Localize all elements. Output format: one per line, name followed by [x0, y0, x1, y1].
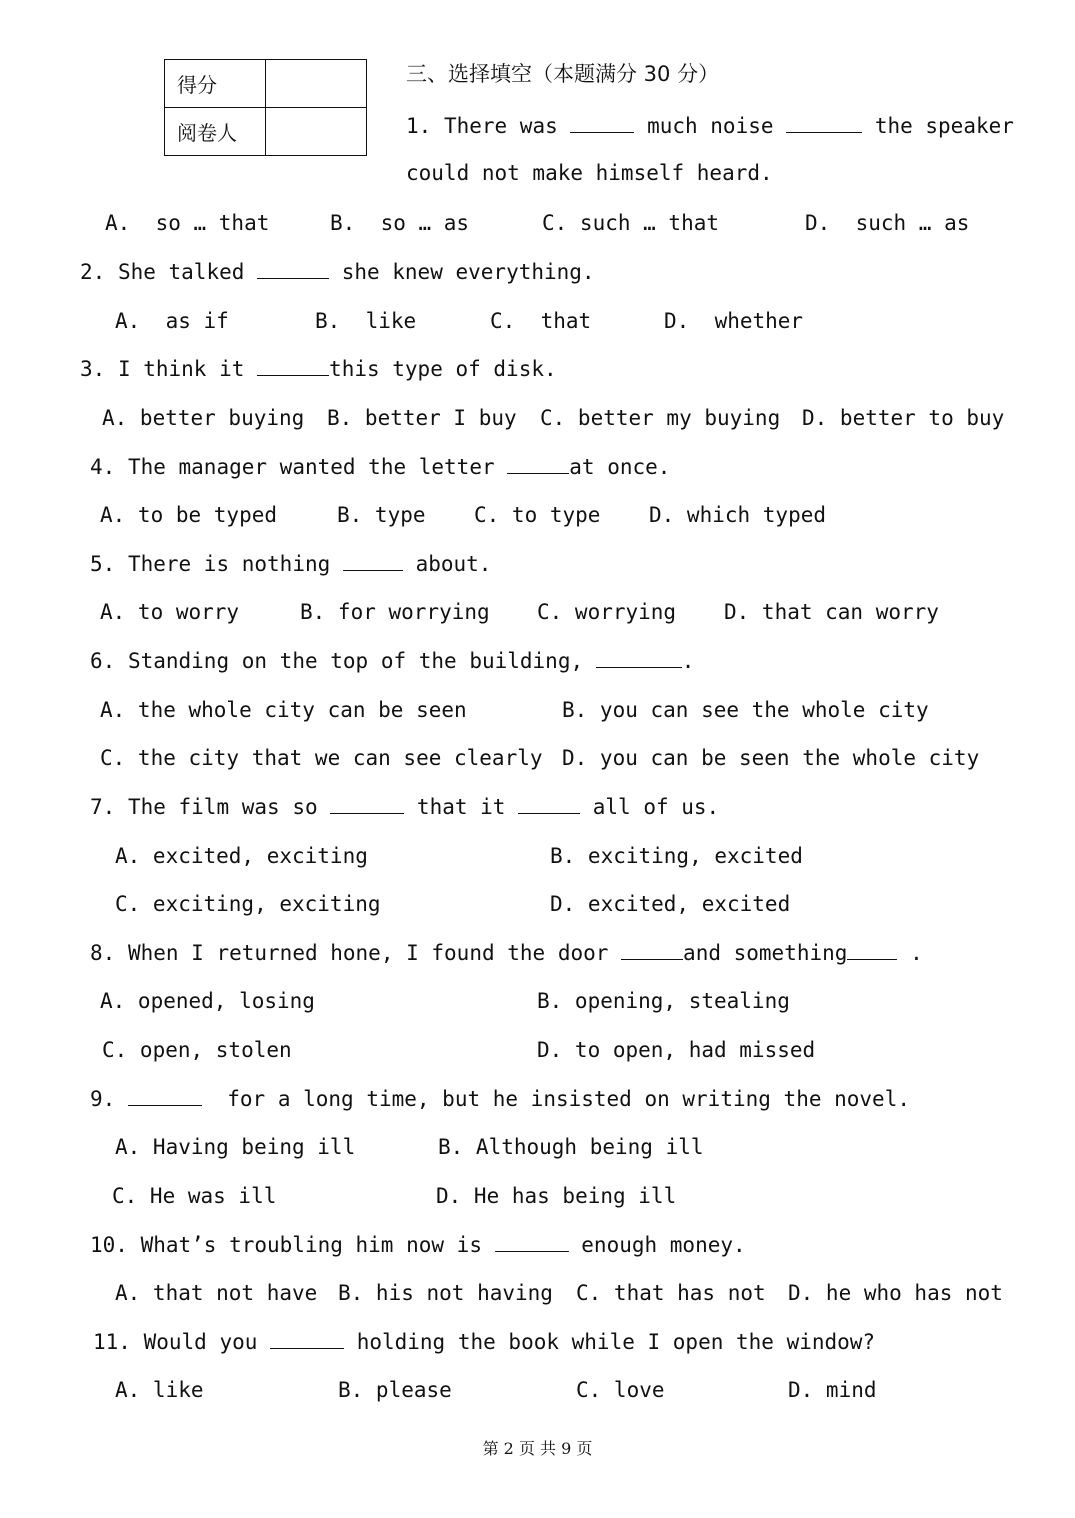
answer-blank[interactable] [343, 552, 403, 571]
q-text: There is nothing [127, 552, 331, 576]
option-c[interactable]: C. that has not [576, 1281, 766, 1305]
option-d[interactable]: D. which typed [649, 503, 827, 527]
q-text: The film was so [127, 795, 318, 819]
option-d[interactable]: D. better to buy [802, 406, 1005, 430]
grader-value[interactable] [266, 108, 367, 156]
option-d[interactable]: D. excited, excited [550, 892, 791, 916]
q-num: 5. [90, 552, 116, 576]
option-a[interactable]: A. to worry [100, 600, 240, 624]
q-text: this type of disk. [329, 357, 557, 381]
q-text: The manager wanted the letter [127, 455, 495, 479]
q-num: 4. [90, 455, 116, 479]
q-num: 6. [90, 649, 116, 673]
option-d[interactable]: D. he who has not [788, 1281, 1003, 1305]
option-a[interactable]: A. that not have [115, 1281, 318, 1305]
q-text: and something [683, 941, 848, 965]
option-c[interactable]: C. exciting, exciting [115, 892, 381, 916]
q-text: I think it [117, 357, 245, 381]
question-7 [90, 795, 719, 818]
option-c[interactable]: C. worrying [537, 600, 677, 624]
q-text: about. [415, 552, 492, 576]
option-b[interactable]: B. Although being ill [438, 1135, 704, 1159]
option-a[interactable]: A. to be typed [100, 503, 278, 527]
q-num: 3. [80, 357, 106, 381]
answer-blank[interactable] [570, 114, 634, 133]
q-text: for a long time, but he insisted on writing the novel. [227, 1087, 910, 1111]
answer-blank[interactable] [621, 941, 683, 960]
answer-blank[interactable] [847, 941, 897, 960]
option-c[interactable]: C. the city that we can see clearly [100, 746, 543, 770]
question-1-cont: could not make himself heard. [406, 161, 773, 185]
score-row [165, 60, 367, 108]
option-b[interactable]: B. you can see the whole city [562, 698, 929, 722]
option-b[interactable]: B. type [337, 503, 426, 527]
q-text: the speaker [874, 114, 1014, 138]
question-3 [80, 357, 557, 380]
q-text: . [681, 649, 695, 673]
question-5 [90, 552, 491, 575]
option-d[interactable]: D. to open, had missed [537, 1038, 816, 1062]
option-a[interactable]: A. as if [115, 309, 229, 333]
page-footer: 第 2 页 共 9 页 [482, 1439, 593, 1458]
grader-label: 阅卷人 [165, 108, 266, 156]
q-num: 9. [90, 1087, 116, 1111]
option-b[interactable]: B. so … as [330, 211, 470, 235]
option-d[interactable]: D. you can be seen the whole city [562, 746, 980, 770]
q-text: Standing on the top of the building, [127, 649, 584, 673]
score-table [164, 59, 367, 156]
option-a[interactable]: A. the whole city can be seen [100, 698, 467, 722]
q-text: . [910, 941, 923, 965]
q-text: she knew everything. [341, 260, 595, 284]
question-2 [80, 260, 595, 283]
option-a[interactable]: A. Having being ill [115, 1135, 356, 1159]
q-text: What’s troubling him now is [140, 1233, 482, 1257]
score-label: 得分 [165, 60, 266, 108]
q-num: 1. [406, 114, 432, 138]
option-c[interactable]: C. love [576, 1378, 665, 1402]
answer-blank[interactable] [257, 357, 329, 376]
answer-blank[interactable] [507, 455, 569, 474]
option-a[interactable]: A. opened, losing [100, 989, 315, 1013]
option-c[interactable]: C. He was ill [112, 1184, 277, 1208]
question-9 [90, 1087, 910, 1110]
answer-blank[interactable] [518, 795, 580, 814]
option-b[interactable]: B. better I buy [327, 406, 517, 430]
section-title: 三、选择填空（本题满分 30 分） [406, 62, 720, 86]
q-text: at once. [569, 455, 671, 479]
option-d[interactable]: D. whether [664, 309, 804, 333]
q-num: 10. [90, 1233, 128, 1257]
q-text: enough money. [581, 1233, 746, 1257]
q-text: much noise [647, 114, 774, 138]
option-d[interactable]: D. that can worry [724, 600, 939, 624]
option-d[interactable]: D. mind [788, 1378, 877, 1402]
answer-blank[interactable] [596, 649, 682, 668]
score-value[interactable] [266, 60, 367, 108]
question-8 [90, 941, 923, 964]
option-a[interactable]: A. better buying [102, 406, 305, 430]
q-num: 8. [90, 941, 116, 965]
answer-blank[interactable] [786, 114, 862, 133]
option-d[interactable]: D. He has being ill [436, 1184, 677, 1208]
answer-blank[interactable] [270, 1330, 344, 1349]
question-11 [93, 1330, 875, 1353]
question-10 [90, 1233, 746, 1256]
question-4 [90, 455, 670, 478]
option-a[interactable]: A. like [115, 1378, 204, 1402]
option-a[interactable]: A. excited, exciting [115, 844, 368, 868]
option-c[interactable]: C. such … that [542, 211, 720, 235]
option-b[interactable]: B. opening, stealing [537, 989, 790, 1013]
option-b[interactable]: B. for worrying [300, 600, 490, 624]
option-b[interactable]: B. exciting, excited [550, 844, 803, 868]
question-1 [406, 114, 1014, 137]
q-text: She talked [117, 260, 245, 284]
option-b[interactable]: B. like [315, 309, 417, 333]
answer-blank[interactable] [330, 795, 404, 814]
option-c[interactable]: C. that [490, 309, 592, 333]
option-d[interactable]: D. such … as [805, 211, 970, 235]
q-text: When I returned hone, I found the door [127, 941, 609, 965]
q-text: There was [443, 114, 558, 138]
option-b[interactable]: B. please [338, 1378, 452, 1402]
q-text: all of us. [592, 795, 720, 819]
option-c[interactable]: C. to type [474, 503, 601, 527]
q-text: holding the book while I open the window? [356, 1330, 876, 1354]
option-b[interactable]: B. his not having [338, 1281, 553, 1305]
grader-row [165, 108, 367, 156]
option-c[interactable]: C. open, stolen [102, 1038, 292, 1062]
q-num: 11. [93, 1330, 131, 1354]
question-6 [90, 649, 694, 672]
option-c[interactable]: C. better my buying [540, 406, 781, 430]
answer-blank[interactable] [257, 260, 329, 279]
q-num: 2. [80, 260, 106, 284]
q-num: 7. [90, 795, 116, 819]
q-text: Would you [143, 1330, 258, 1354]
q-text: that it [416, 795, 506, 819]
answer-blank[interactable] [495, 1233, 569, 1252]
option-a[interactable]: A. so … that [105, 211, 270, 235]
answer-blank[interactable] [128, 1087, 202, 1106]
